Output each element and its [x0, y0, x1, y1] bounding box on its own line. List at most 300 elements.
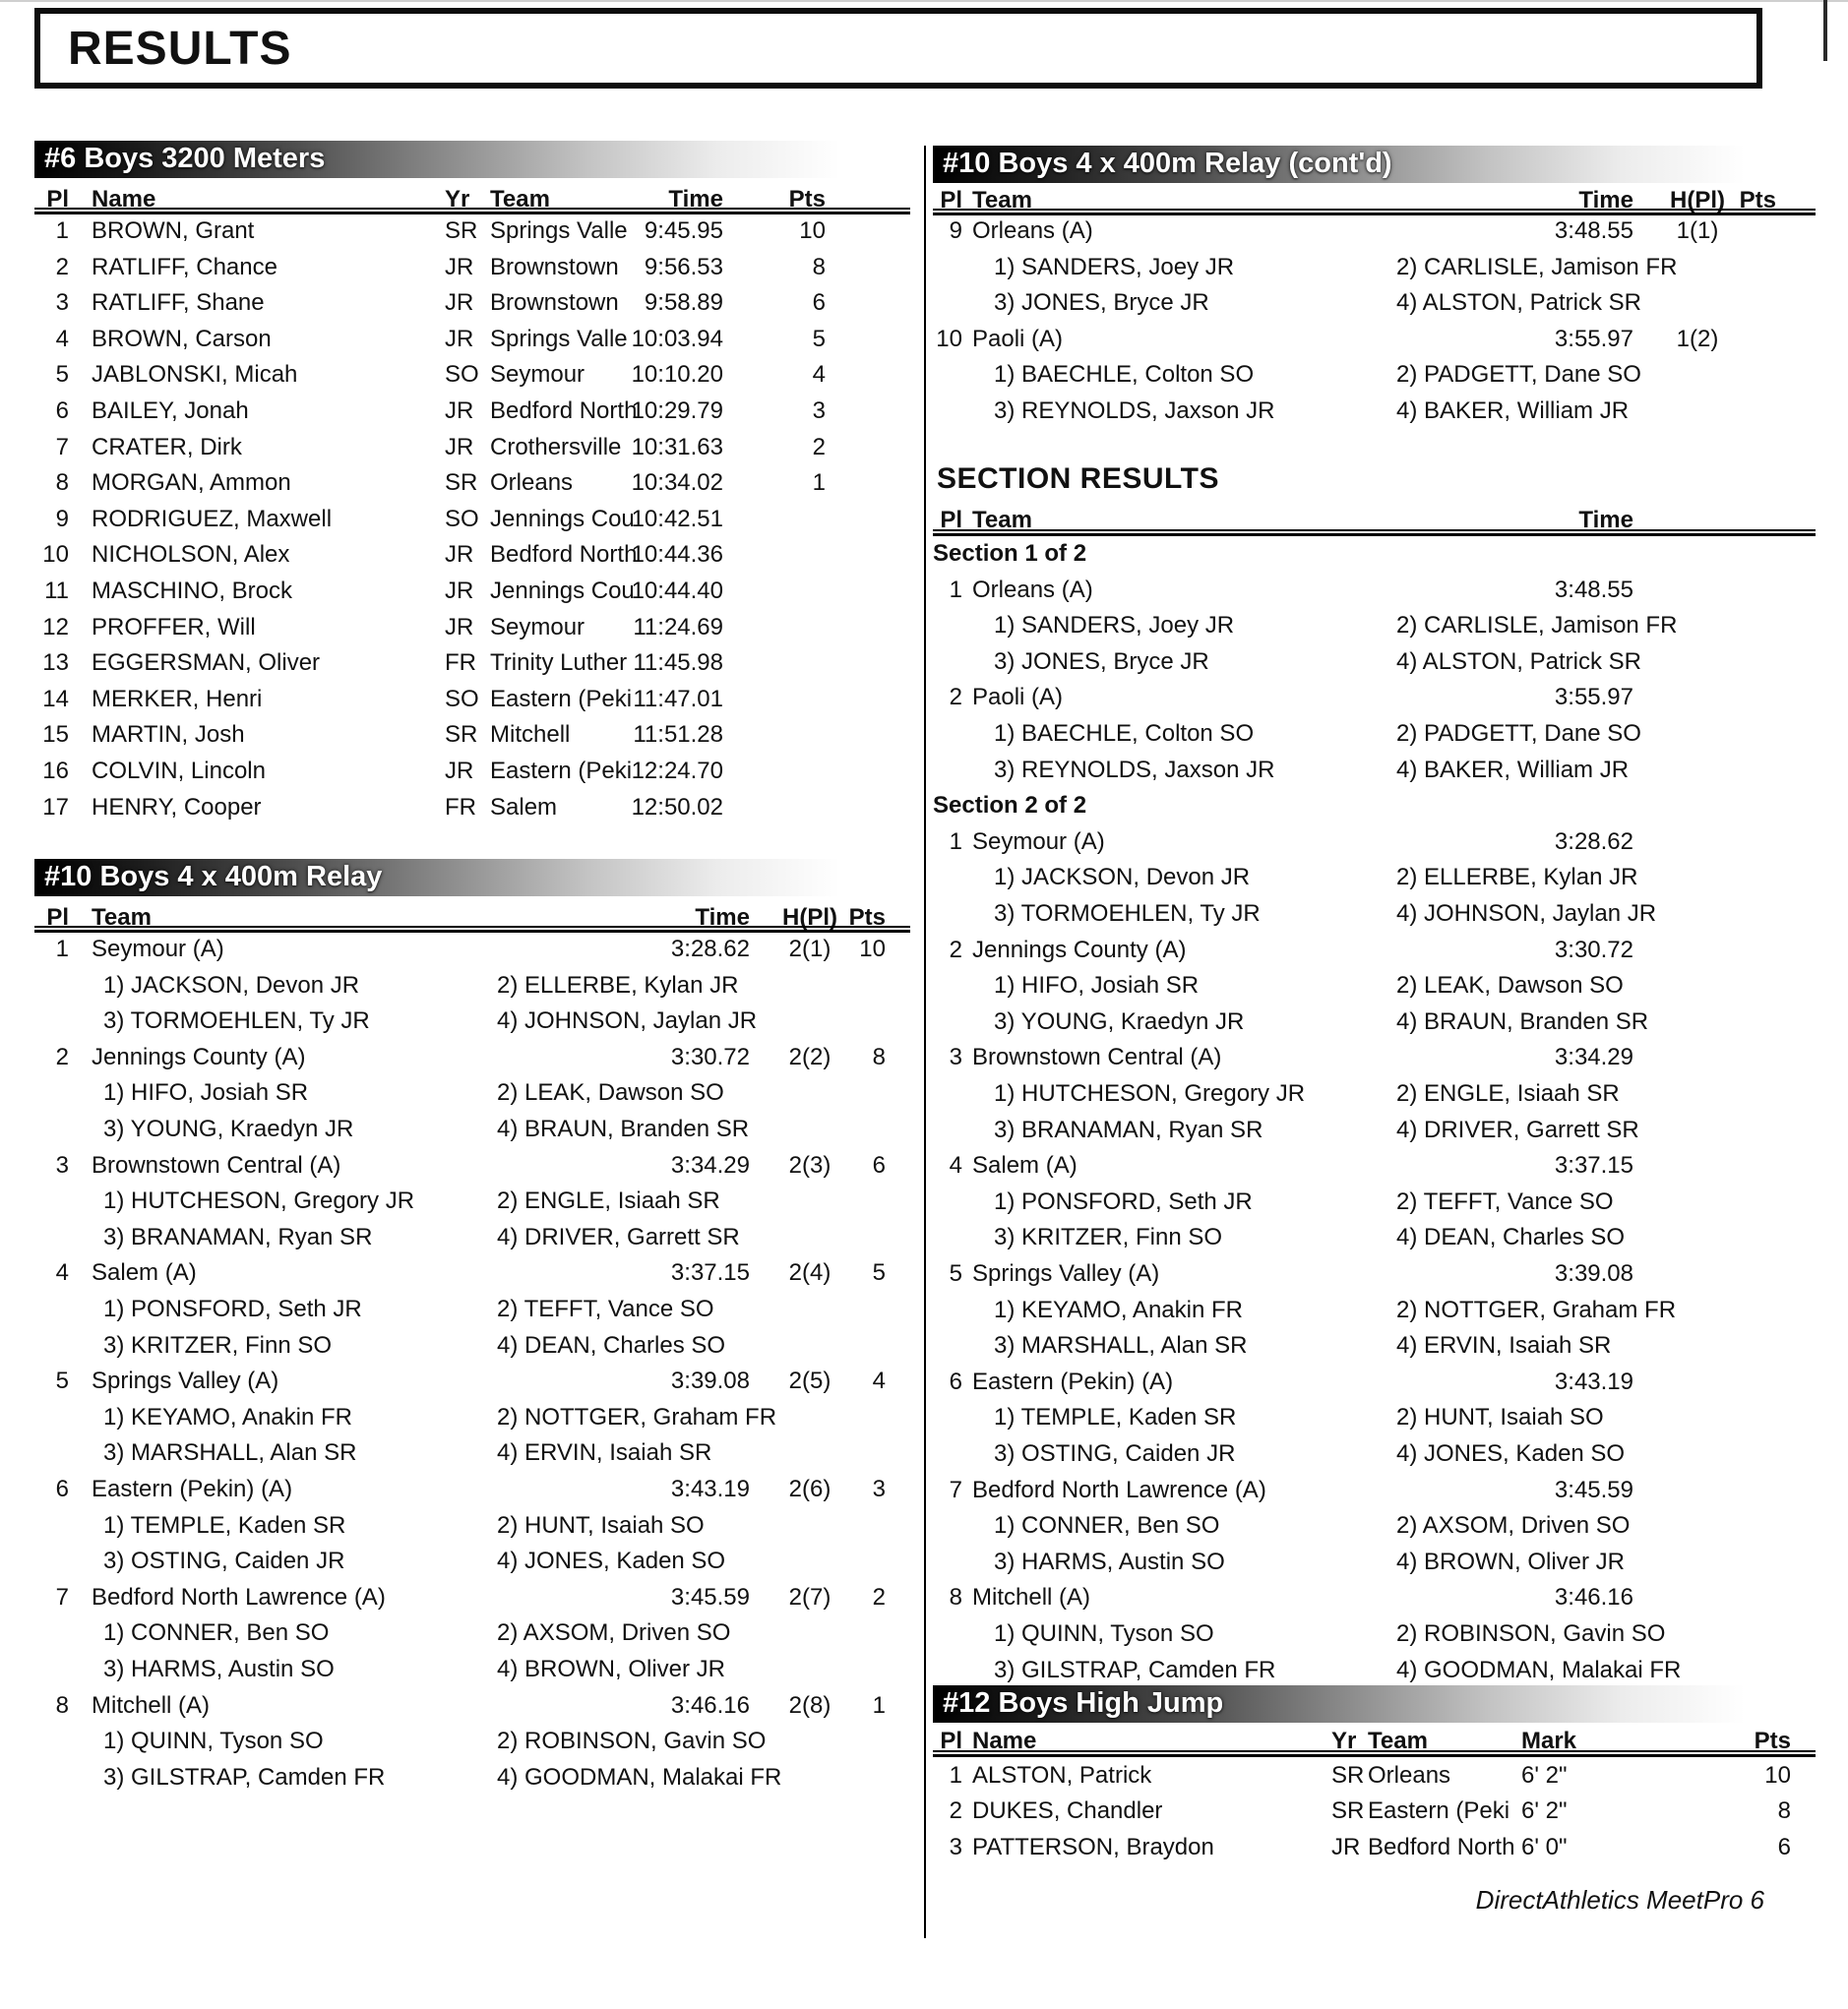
cell-heat-place: 2(8) — [788, 1691, 832, 1719]
cell-points: 8 — [812, 253, 826, 280]
cell-year: JR — [445, 758, 474, 784]
cell-place: 4 — [55, 1259, 69, 1287]
cell-team: Paoli (A) — [972, 684, 1064, 711]
cell-place: 3 — [55, 1151, 69, 1179]
cell-leg-3: 3) TORMOEHLEN, Ty JR — [103, 1007, 370, 1035]
cell-place: 10 — [42, 541, 69, 569]
cell-leg-4: 4) ERVIN, Isaiah SR — [497, 1439, 712, 1467]
cell-points: 8 — [1777, 1797, 1791, 1825]
col-heat-place-header: H(Pl) — [1670, 187, 1725, 213]
cell-name: BROWN, Grant — [92, 217, 255, 244]
relay-leg-row — [933, 1114, 1816, 1149]
relay-leg-row — [34, 1076, 910, 1112]
col-heat-place-header: H(Pl) — [782, 904, 837, 931]
section-label-row — [933, 789, 1816, 824]
col-team-header: Team — [92, 904, 152, 931]
cell-year: FR — [445, 649, 476, 677]
cell-leg-2: 2) HUNT, Isaiah SO — [497, 1511, 705, 1539]
cell-name: ALSTON, Patrick — [972, 1762, 1152, 1789]
cell-leg-1: 1) SANDERS, Joey JR — [994, 253, 1235, 280]
cell-team: Salem (A) — [972, 1152, 1078, 1180]
cell-time: 3:28.62 — [670, 936, 750, 962]
cell-heat-place: 2(5) — [788, 1368, 832, 1395]
cell-leg-2: 2) LEAK, Dawson SO — [1396, 972, 1624, 1000]
header-rule — [933, 1750, 1816, 1757]
cell-year: JR — [445, 253, 474, 280]
event-header-bar — [34, 859, 910, 896]
cell-time: 3:30.72 — [1554, 936, 1633, 963]
cell-team: Bedford North — [1368, 1833, 1515, 1860]
cell-time: 3:55.97 — [1554, 325, 1633, 352]
col-time-header: Time — [1578, 187, 1633, 213]
relay-team-row — [34, 1473, 910, 1508]
cell-time: 3:30.72 — [670, 1043, 750, 1070]
cell-time: 11:47.01 — [633, 685, 723, 712]
cell-leg-1: 1) CONNER, Ben SO — [103, 1619, 330, 1647]
cell-leg-2: 2) LEAK, Dawson SO — [497, 1079, 724, 1107]
relay-team-row — [34, 1041, 910, 1076]
cell-leg-1: 1) JACKSON, Devon JR — [103, 971, 360, 999]
cell-leg-1: 1) HUTCHESON, Gregory JR — [994, 1080, 1306, 1107]
cell-time: 10:29.79 — [631, 397, 723, 424]
cell-name: MORGAN, Ammon — [92, 469, 291, 497]
cell-leg-3: 3) JONES, Bryce JR — [994, 647, 1209, 675]
result-row — [34, 395, 910, 430]
section-label-row — [933, 537, 1816, 573]
cell-leg-2: 2) TEFFT, Vance SO — [497, 1296, 714, 1322]
cell-leg-4: 4) ALSTON, Patrick SR — [1396, 289, 1641, 317]
cell-time: 3:37.15 — [1554, 1152, 1633, 1180]
cell-name: MARTIN, Josh — [92, 721, 245, 749]
cell-heat-place: 2(1) — [788, 936, 832, 962]
cell-team: Brownstown Central (A) — [92, 1151, 341, 1179]
cell-points: 6 — [1777, 1833, 1791, 1860]
cell-points: 1 — [872, 1691, 886, 1719]
event-header-bar — [933, 146, 1816, 183]
relay-leg-row — [34, 1113, 910, 1148]
cell-leg-4: 4) BROWN, Oliver JR — [1396, 1548, 1626, 1575]
cell-leg-2: 2) NOTTGER, Graham FR — [1396, 1296, 1677, 1323]
event-title: #12 Boys High Jump — [943, 1687, 1224, 1719]
cell-points: 6 — [812, 289, 826, 317]
cell-leg-3: 3) KRITZER, Finn SO — [103, 1331, 333, 1359]
section-boys-4x400-relay-contd — [933, 146, 1816, 441]
cell-leg-4: 4) BRAUN, Branden SR — [497, 1116, 750, 1142]
cell-leg-1: 1) BAECHLE, Colton SO — [994, 361, 1255, 389]
header-rule — [34, 208, 910, 214]
cell-place: 8 — [55, 469, 69, 497]
relay-leg-row — [34, 1653, 910, 1688]
cell-place: 3 — [55, 289, 69, 317]
relay-leg-row — [933, 1221, 1816, 1256]
cell-place: 4 — [949, 1152, 962, 1180]
cell-leg-1: 1) PONSFORD, Seth JR — [994, 1187, 1253, 1215]
cell-team: Trinity Luther — [490, 649, 628, 677]
cell-name: PROFFER, Will — [92, 613, 256, 640]
cell-place: 6 — [949, 1368, 962, 1395]
cell-time: 3:39.08 — [1554, 1260, 1633, 1287]
section-boys-4x400-relay — [34, 859, 910, 1843]
cell-leg-3: 3) YOUNG, Kraedyn JR — [994, 1007, 1245, 1035]
cell-leg-2: 2) ROBINSON, Gavin SO — [1396, 1620, 1666, 1647]
cell-time: 10:44.36 — [631, 541, 723, 569]
col-time-header: Time — [668, 186, 723, 213]
cell-team: Orleans — [1368, 1762, 1451, 1789]
result-row — [34, 718, 910, 754]
cell-place: 12 — [42, 613, 69, 640]
cell-place: 5 — [949, 1260, 962, 1287]
cell-place: 13 — [42, 649, 69, 677]
cell-time: 3:45.59 — [670, 1583, 750, 1611]
relay-team-row — [933, 574, 1816, 609]
cell-time: 3:48.55 — [1554, 576, 1633, 603]
relay-leg-row — [933, 645, 1816, 681]
cell-leg-3: 3) BRANAMAN, Ryan SR — [103, 1223, 373, 1250]
cell-leg-4: 4) DRIVER, Garrett SR — [497, 1223, 740, 1250]
cell-place: 6 — [55, 397, 69, 424]
cell-leg-1: 1) KEYAMO, Anakin FR — [994, 1296, 1243, 1323]
cell-time: 3:46.16 — [1554, 1584, 1633, 1612]
cell-name: EGGERSMAN, Oliver — [92, 649, 321, 677]
section-results-title: SECTION RESULTS — [937, 462, 1219, 495]
cell-time: 9:58.89 — [644, 289, 723, 317]
cell-name: PATTERSON, Braydon — [972, 1833, 1214, 1860]
cell-place: 5 — [55, 361, 69, 389]
cell-time: 11:24.69 — [633, 613, 723, 640]
cell-team: Jennings Cou — [490, 578, 635, 604]
cell-heat-place: 1(1) — [1676, 217, 1719, 244]
cell-team: Jennings County (A) — [972, 936, 1187, 963]
cell-time: 9:56.53 — [644, 253, 723, 280]
cell-leg-2: 2) ROBINSON, Gavin SO — [497, 1728, 767, 1755]
cell-points: 3 — [872, 1476, 886, 1502]
cell-team: Bedford North — [490, 541, 638, 569]
relay-leg-row — [933, 969, 1816, 1004]
event-header-bar — [34, 141, 910, 178]
cell-team: Mitchell (A) — [92, 1691, 211, 1719]
relay-team-row — [933, 214, 1816, 250]
relay-leg-row — [34, 1436, 910, 1472]
page-top-edge — [0, 0, 1848, 2]
cell-place: 16 — [42, 758, 69, 784]
cell-place: 7 — [949, 1476, 962, 1503]
cell-team: Springs Valley (A) — [972, 1260, 1160, 1287]
cell-team: Eastern (Peki — [490, 758, 633, 784]
cell-points: 3 — [812, 397, 826, 424]
cell-leg-3: 3) GILSTRAP, Camden FR — [103, 1763, 386, 1791]
result-row — [34, 755, 910, 790]
result-row — [34, 683, 910, 718]
cell-team: Bedford North Lawrence (A) — [92, 1583, 386, 1611]
cell-time: 3:28.62 — [1554, 827, 1633, 855]
cell-name: COLVIN, Lincoln — [92, 758, 266, 784]
col-place-header: Pl — [940, 507, 962, 533]
cell-time: 10:44.40 — [631, 578, 723, 604]
cell-leg-2: 2) PADGETT, Dane SO — [1396, 720, 1641, 747]
cell-place: 2 — [55, 253, 69, 280]
result-row — [34, 358, 910, 394]
cell-team: Eastern (Peki — [490, 685, 633, 712]
col-points-header: Pts — [1754, 1728, 1791, 1754]
cell-place: 1 — [949, 1762, 962, 1789]
relay-team-row — [933, 323, 1816, 358]
col-time-header: Time — [1578, 507, 1633, 533]
col-points-header: Pts — [1739, 187, 1776, 213]
cell-leg-3: 3) BRANAMAN, Ryan SR — [994, 1116, 1263, 1143]
cell-year: JR — [1331, 1833, 1361, 1860]
cell-year: JR — [445, 397, 474, 424]
cell-team: Brownstown Central (A) — [972, 1044, 1222, 1071]
cell-leg-4: 4) JONES, Kaden SO — [1396, 1440, 1626, 1467]
relay-leg-row — [933, 717, 1816, 753]
col-team-header: Team — [972, 507, 1032, 533]
cell-team: Mitchell (A) — [972, 1584, 1091, 1612]
cell-heat-place: 1(2) — [1676, 325, 1719, 352]
cell-mark: 6' 2" — [1521, 1797, 1568, 1825]
cell-place: 15 — [42, 721, 69, 749]
cell-leg-2: 2) ELLERBE, Kylan JR — [1396, 864, 1638, 891]
cell-time: 10:42.51 — [631, 505, 723, 532]
relay-leg-row — [34, 1185, 910, 1220]
relay-leg-row — [933, 286, 1816, 322]
cell-points: 10 — [859, 936, 886, 962]
cell-leg-1: 1) TEMPLE, Kaden SR — [103, 1511, 346, 1539]
cell-team: Seymour (A) — [972, 827, 1105, 855]
cell-points: 10 — [1764, 1762, 1791, 1789]
cell-year: SR — [445, 217, 478, 244]
cell-place: 9 — [949, 217, 962, 244]
col-place-header: Pl — [46, 186, 69, 213]
event-title: #6 Boys 3200 Meters — [44, 143, 326, 174]
cell-time: 3:34.29 — [1554, 1044, 1633, 1071]
cell-time: 11:51.28 — [633, 721, 723, 749]
cell-heat-place: 2(4) — [788, 1259, 832, 1287]
relay-team-row — [34, 1581, 910, 1616]
cell-time: 11:45.98 — [633, 649, 723, 677]
cell-leg-1: 1) QUINN, Tyson SO — [103, 1728, 324, 1755]
cell-time: 9:45.95 — [644, 217, 723, 244]
cell-leg-2: 2) AXSOM, Driven SO — [497, 1619, 731, 1647]
relay-leg-row — [933, 1005, 1816, 1041]
cell-leg-2: 2) ENGLE, Isiaah SR — [1396, 1080, 1620, 1107]
cell-leg-1: 1) HIFO, Josiah SR — [994, 972, 1200, 1000]
cell-time: 10:34.02 — [631, 469, 723, 497]
cell-place: 2 — [949, 936, 962, 963]
cell-leg-1: 1) CONNER, Ben SO — [994, 1512, 1220, 1540]
relay-leg-row — [933, 1294, 1816, 1329]
cell-time: 3:34.29 — [670, 1151, 750, 1179]
cell-place: 8 — [55, 1691, 69, 1719]
cell-leg-3: 3) TORMOEHLEN, Ty JR — [994, 900, 1261, 927]
cell-place: 2 — [55, 1043, 69, 1070]
cell-name: RATLIFF, Shane — [92, 289, 265, 317]
cell-name: MASCHINO, Brock — [92, 578, 293, 604]
cell-team: Bedford North Lawrence (A) — [972, 1476, 1266, 1503]
cell-place: 14 — [42, 685, 69, 712]
cell-time: 10:03.94 — [631, 325, 723, 352]
result-row — [933, 1831, 1816, 1866]
cell-points: 10 — [799, 217, 826, 244]
cell-leg-1: 1) HUTCHESON, Gregory JR — [103, 1187, 415, 1215]
cell-year: SR — [445, 469, 478, 497]
cell-year: SR — [1331, 1797, 1365, 1825]
cell-leg-4: 4) GOODMAN, Malakai FR — [1396, 1656, 1682, 1683]
cell-team: Eastern (Peki — [1368, 1797, 1510, 1825]
cell-team: Eastern (Pekin) (A) — [972, 1368, 1174, 1395]
cell-name: RATLIFF, Chance — [92, 253, 277, 280]
cell-leg-3: 3) REYNOLDS, Jaxson JR — [994, 756, 1275, 783]
cell-mark: 6' 2" — [1521, 1762, 1568, 1789]
cell-team: Seymour — [490, 613, 585, 640]
cell-mark: 6' 0" — [1521, 1833, 1568, 1860]
relay-leg-row — [34, 1616, 910, 1652]
cell-leg-4: 4) JOHNSON, Jaylan JR — [1396, 900, 1657, 927]
cell-leg-4: 4) ALSTON, Patrick SR — [1396, 647, 1641, 675]
relay-leg-row — [34, 1401, 910, 1436]
col-name-header: Name — [92, 186, 156, 213]
cell-team: Eastern (Pekin) (A) — [92, 1476, 293, 1502]
relay-leg-row — [34, 1545, 910, 1580]
cell-leg-3: 3) GILSTRAP, Camden FR — [994, 1656, 1276, 1683]
cell-leg-3: 3) MARSHALL, Alan SR — [994, 1332, 1248, 1360]
cell-team: Orleans (A) — [972, 217, 1093, 244]
result-row — [933, 1795, 1816, 1830]
col-team-header: Team — [490, 186, 550, 213]
result-row — [933, 1759, 1816, 1795]
cell-team: Salem (A) — [92, 1259, 197, 1287]
cell-place: 3 — [949, 1833, 962, 1860]
cell-place: 9 — [55, 505, 69, 532]
cell-points: 2 — [812, 433, 826, 460]
cell-time: 3:46.16 — [670, 1691, 750, 1719]
cell-points: 4 — [812, 361, 826, 389]
cell-name: NICHOLSON, Alex — [92, 541, 290, 569]
cell-team: Orleans (A) — [972, 576, 1093, 603]
cell-leg-4: 4) ERVIN, Isaiah SR — [1396, 1332, 1612, 1360]
cell-name: JABLONSKI, Micah — [92, 361, 298, 389]
relay-leg-row — [933, 861, 1816, 896]
cell-place: 5 — [55, 1368, 69, 1395]
cell-year: SO — [445, 505, 479, 532]
cell-leg-3: 3) OSTING, Caiden JR — [994, 1440, 1236, 1467]
cell-time: 10:10.20 — [631, 361, 723, 389]
col-year-header: Yr — [445, 186, 470, 213]
cell-time: 3:39.08 — [670, 1368, 750, 1395]
cell-team: Springs Valley (A) — [92, 1368, 279, 1395]
relay-leg-row — [34, 1293, 910, 1328]
cell-year: JR — [445, 613, 474, 640]
cell-team: Orleans — [490, 469, 574, 497]
cell-team: Jennings Cou — [490, 505, 635, 532]
cell-leg-1: 1) QUINN, Tyson SO — [994, 1620, 1214, 1647]
cell-time: 3:48.55 — [1554, 217, 1633, 244]
section-boys-high-jump — [933, 1685, 1816, 1892]
cell-leg-1: 1) PONSFORD, Seth JR — [103, 1296, 362, 1322]
cell-leg-4: 4) BRAUN, Branden SR — [1396, 1007, 1649, 1035]
column-divider — [924, 146, 926, 1938]
cell-points: 1 — [812, 469, 826, 497]
event-title: #10 Boys 4 x 400m Relay — [44, 861, 383, 892]
relay-team-row — [34, 933, 910, 968]
cell-time: 3:45.59 — [1554, 1476, 1633, 1503]
cell-place: 4 — [55, 325, 69, 352]
result-row — [34, 323, 910, 358]
cell-leg-4: 4) JONES, Kaden SO — [497, 1548, 726, 1575]
result-row — [34, 611, 910, 646]
cell-place: 2 — [949, 1797, 962, 1825]
cell-leg-2: 2) CARLISLE, Jamison FR — [1396, 612, 1678, 639]
cell-year: JR — [445, 541, 474, 569]
relay-leg-row — [933, 1654, 1816, 1689]
cell-year: SR — [1331, 1762, 1365, 1789]
cell-team: Crothersville — [490, 433, 622, 460]
relay-leg-row — [933, 609, 1816, 644]
cell-team: Jennings County (A) — [92, 1043, 306, 1070]
cell-place: 1 — [949, 827, 962, 855]
cell-leg-1: 1) KEYAMO, Anakin FR — [103, 1403, 352, 1431]
cell-leg-3: 3) OSTING, Caiden JR — [103, 1548, 345, 1575]
cell-points: 5 — [812, 325, 826, 352]
relay-team-row — [933, 1474, 1816, 1509]
cell-time: 3:37.15 — [670, 1259, 750, 1287]
cell-leg-4: 4) BAKER, William JR — [1396, 397, 1630, 424]
col-points-header: Pts — [848, 904, 886, 931]
cell-time: 12:50.02 — [631, 793, 723, 821]
cell-leg-4: 4) DEAN, Charles SO — [497, 1331, 726, 1359]
results-title-box — [34, 8, 1762, 89]
cell-points: 8 — [872, 1043, 886, 1070]
event-header-bar — [933, 1685, 1816, 1723]
section-label: Section 2 of 2 — [933, 792, 1087, 820]
cell-place: 1 — [55, 217, 69, 244]
relay-team-row — [933, 681, 1816, 716]
relay-leg-row — [34, 1004, 910, 1040]
cell-year: FR — [445, 793, 476, 821]
cell-year: JR — [445, 289, 474, 317]
relay-leg-row — [933, 395, 1816, 430]
relay-leg-row — [933, 754, 1816, 789]
cell-team: Brownstown — [490, 253, 619, 280]
cell-leg-4: 4) DEAN, Charles SO — [1396, 1224, 1626, 1251]
relay-leg-row — [933, 1509, 1816, 1545]
cell-leg-1: 1) JACKSON, Devon JR — [994, 864, 1251, 891]
cell-place: 1 — [55, 936, 69, 962]
cell-leg-2: 2) PADGETT, Dane SO — [1396, 361, 1641, 389]
cell-heat-place: 2(2) — [788, 1043, 832, 1070]
cell-team: Bedford North — [490, 397, 638, 424]
cell-leg-2: 2) CARLISLE, Jamison FR — [1396, 253, 1678, 280]
header-rule — [933, 529, 1816, 536]
cell-name: DUKES, Chandler — [972, 1797, 1163, 1825]
relay-leg-row — [34, 1761, 910, 1796]
footer-branding: DirectAthletics MeetPro 6 — [1475, 1885, 1764, 1915]
cell-leg-3: 3) REYNOLDS, Jaxson JR — [994, 397, 1275, 424]
cell-leg-3: 3) JONES, Bryce JR — [994, 289, 1209, 317]
cell-time: 10:31.63 — [631, 433, 723, 460]
cell-leg-3: 3) HARMS, Austin SO — [103, 1656, 335, 1682]
cell-year: SO — [445, 685, 479, 712]
cell-team: Springs Valle — [490, 217, 628, 244]
cell-leg-4: 4) BROWN, Oliver JR — [497, 1656, 726, 1682]
cell-leg-3: 3) YOUNG, Kraedyn JR — [103, 1116, 354, 1142]
cell-leg-1: 1) TEMPLE, Kaden SR — [994, 1404, 1237, 1431]
result-row — [34, 538, 910, 574]
relay-team-row — [933, 1041, 1816, 1076]
relay-team-row — [933, 1149, 1816, 1185]
result-row — [34, 431, 910, 466]
cell-leg-4: 4) JOHNSON, Jaylan JR — [497, 1007, 758, 1035]
cell-time: 3:43.19 — [670, 1476, 750, 1502]
